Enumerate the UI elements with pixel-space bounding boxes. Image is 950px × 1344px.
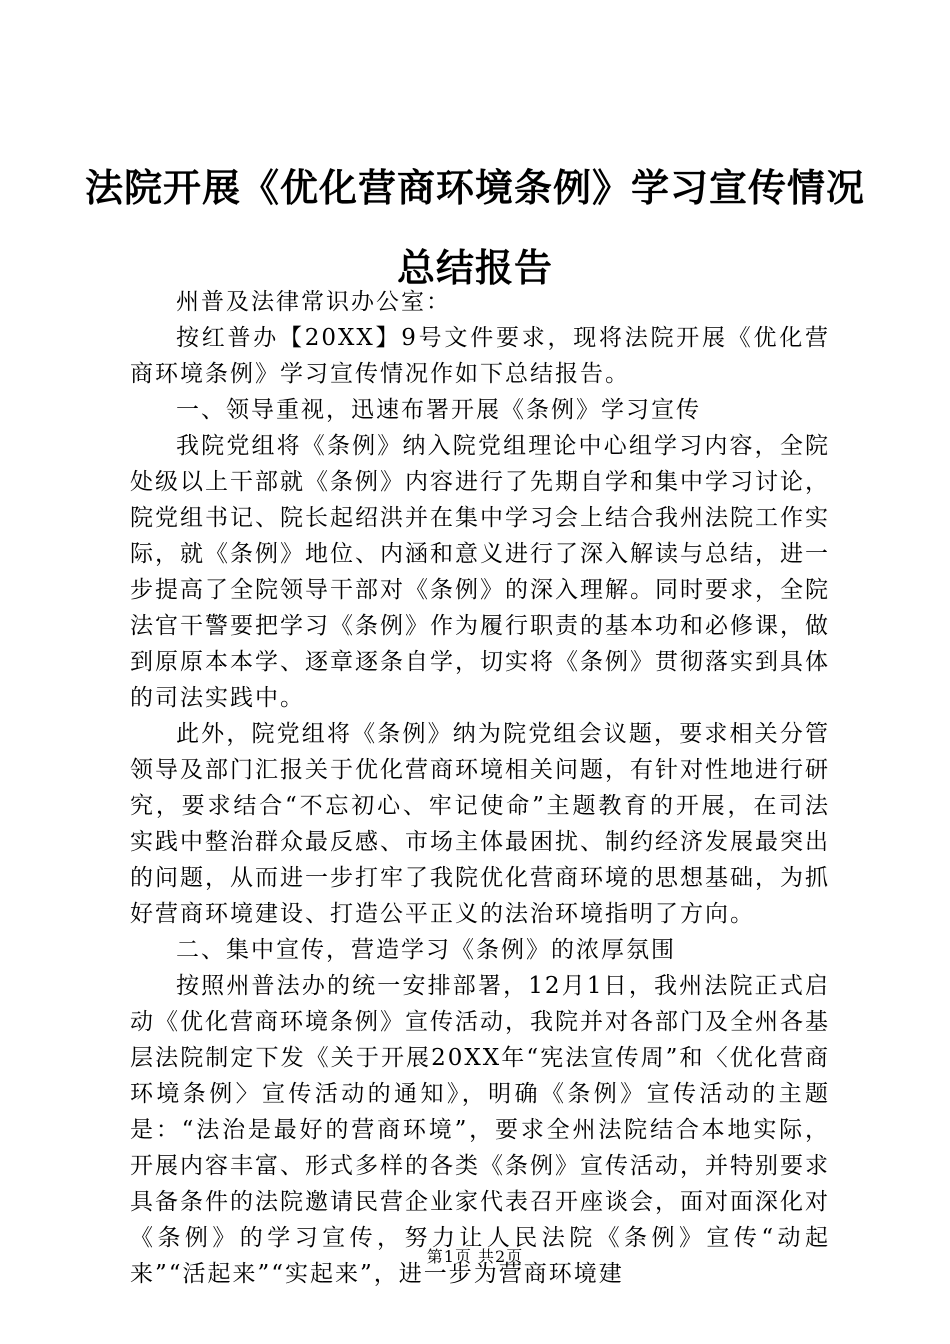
body-paragraph: 按红普办【20XX】9号文件要求，现将法院开展《优化营商环境条例》学习宣传情况作如下总结报告。 bbox=[130, 325, 830, 387]
section-heading: 二、集中宣传，营造学习《条例》的浓厚氛围 bbox=[176, 937, 676, 963]
body-paragraph: 我院党组将《条例》纳入院党组理论中心组学习内容，全院处级以上干部就《条例》内容进行了先期自学和集中学习讨论，院党组书记、院长起绍洪并在集中学习会上结合我州法院工作实际，就《条例》地位、内涵和意义进行了深入解读与总结，进一步提高了全院领导干部对《条例》的深入理解。同时要求，全院法官干警要把学习《条例》作为履行职责的基本功和必修课，做到原原本本学、逐章逐条自学，切实将《条例》贯彻落实到具体的司法实践中。 bbox=[130, 433, 830, 711]
salutation: 州普及法律常识办公室： bbox=[176, 289, 451, 315]
section-heading: 一、领导重视，迅速布署开展《条例》学习宣传 bbox=[176, 397, 701, 423]
document-title-line-1: 法院开展《优化营商环境条例》学习宣传情况 bbox=[84, 165, 865, 210]
document-body bbox=[130, 284, 830, 1292]
page-footer: 第1页 共2页 bbox=[426, 1247, 524, 1266]
document-title-line-2: 总结报告 bbox=[396, 245, 553, 290]
body-paragraph: 按照州普法办的统一安排部署，12月1日，我州法院正式启动《优化营商环境条例》宣传活动，我院并对各部门及全州各基层法院制定下发《关于开展20XX年“宪法宣传周”和〈优化营商环境条例〉宣传活动的通知》，明确《条例》宣传活动的主题是：“法治是最好的营商环境”，要求全州法院结合本地实际，开展内容丰富、形式多样的各类《条例》宣传活动，并特别要求具备条件的法院邀请民营企业家代表召开座谈会，面对面深化对《条例》的学习宣传，努力让人民法院《条例》宣传“动起来”“活起来”“实起来”，进一步为营商环境建 bbox=[130, 973, 830, 1287]
body-paragraph: 此外，院党组将《条例》纳为院党组会议题，要求相关分管领导及部门汇报关于优化营商环境相关问题，有针对性地进行研究，要求结合“不忘初心、牢记使命”主题教育的开展，在司法实践中整治群众最反感、市场主体最困扰、制约经济发展最突出的问题，从而进一步打牢了我院优化营商环境的思想基础，为抓好营商环境建设、打造公平正义的法治环境指明了方向。 bbox=[130, 721, 830, 927]
